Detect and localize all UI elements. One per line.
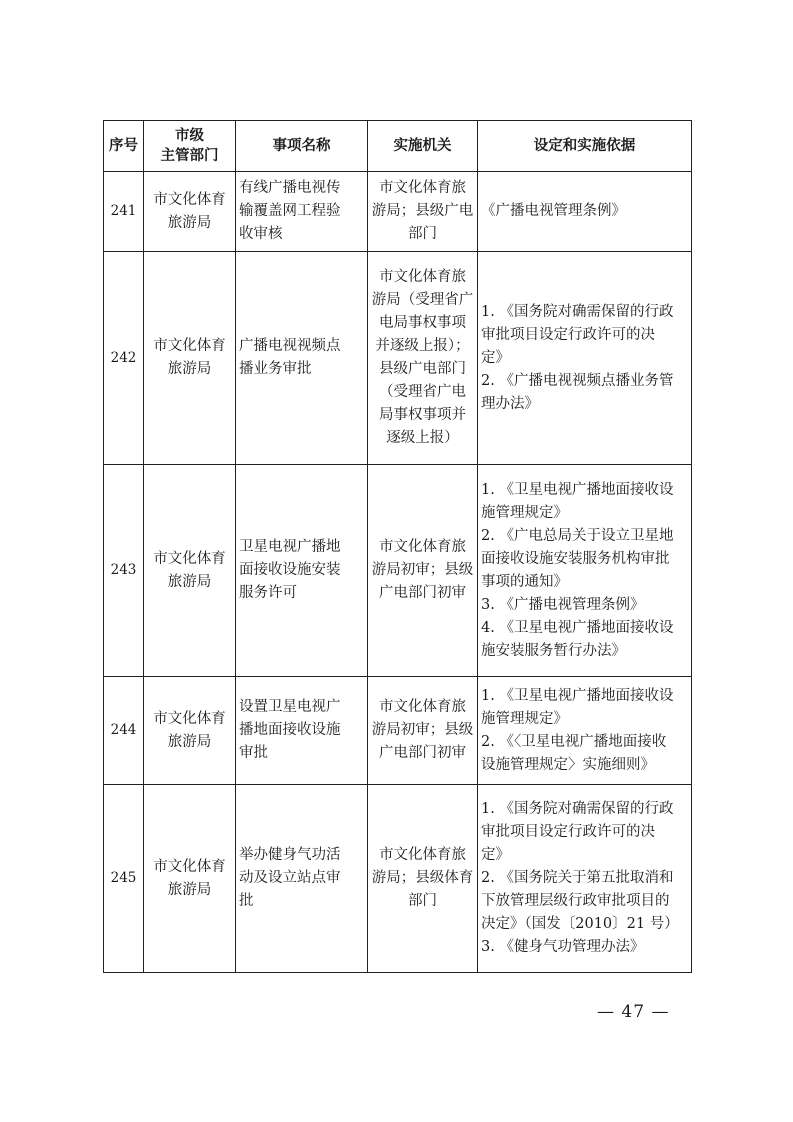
cell-legal-basis-line: 事项的通知》 (481, 573, 568, 590)
cell-department-line: 市文化体育 (153, 550, 226, 567)
cell-implementing-agency-line: 市文化体育旅 (379, 847, 466, 863)
cell-department-line: 旅游局 (167, 361, 212, 377)
cell-legal-basis-line: 1. 《卫星电视广播地面接收设 (481, 481, 674, 498)
cell-item-name-line: 服务许可 (239, 585, 297, 601)
cell-department (144, 465, 236, 677)
header-department (144, 121, 236, 172)
table-body (104, 172, 692, 973)
cell-legal-basis (478, 785, 692, 973)
cell-implementing-agency-line: 部门 (408, 226, 437, 242)
cell-implementing-agency-line: 游局（受理省广 (371, 292, 474, 308)
cell-item-name-line: 卫星电视广播地 (239, 539, 341, 555)
cell-department (144, 172, 236, 252)
cell-department-line: 旅游局 (167, 214, 212, 231)
cell-legal-basis-line: 3. 《广播电视管理条例》 (481, 596, 645, 613)
table-row (104, 172, 692, 252)
page-number: — 47 — (597, 1002, 670, 1022)
table-row (104, 465, 692, 677)
cell-legal-basis-line: 下放管理层级行政审批项目的 (481, 893, 670, 909)
header-department-line1: 市级 (175, 128, 204, 144)
cell-legal-basis-line: 1. 《卫星电视广播地面接收设 (481, 687, 674, 704)
cell-implementing-agency-line: 广电部门初审 (379, 745, 466, 761)
cell-implementing-agency-line: 游局初审；县级 (371, 722, 474, 738)
header-implementing-agency: 实施机关 (368, 121, 478, 172)
cell-item-name-line: 收审核 (239, 226, 283, 242)
cell-legal-basis-line: 审批项目设定行政许可的决 (481, 824, 655, 840)
cell-legal-basis-line: 1. 《国务院对确需保留的行政 (481, 801, 674, 817)
cell-legal-basis-line: 2. 《国务院关于第五批取消和 (481, 870, 674, 886)
cell-department-line: 市文化体育 (153, 858, 226, 875)
cell-item-name-line: 批 (239, 893, 254, 909)
cell-legal-basis-line: 决定》（国发〔2010〕21 号） (481, 916, 679, 932)
cell-item-name-line: 播业务审批 (239, 361, 312, 377)
cell-implementing-agency-line: 市文化体育旅 (379, 539, 466, 555)
cell-legal-basis (478, 677, 692, 785)
cell-legal-basis (478, 172, 692, 252)
table-row (104, 677, 692, 785)
cell-item-name-line: 广播电视视频点 (239, 338, 341, 354)
cell-item-name-line: 举办健身气功活 (239, 847, 341, 863)
cell-department-line: 市文化体育 (153, 191, 226, 208)
cell-implementing-agency (368, 465, 478, 677)
cell-legal-basis-line: 《广播电视管理条例》 (481, 203, 626, 219)
cell-implementing-agency-line: 游局；县级广电 (371, 203, 474, 219)
cell-serial-number: 245 (104, 785, 144, 973)
cell-legal-basis-line: 面接收设施安装服务机构审批 (481, 550, 670, 567)
cell-department-line: 市文化体育 (153, 710, 226, 727)
cell-implementing-agency-line: 电局事权事项 (379, 315, 466, 331)
cell-implementing-agency-line: 广电部门初审 (379, 585, 466, 601)
cell-legal-basis-line: 2. 《广电总局关于设立卫星地 (481, 527, 674, 544)
header-legal-basis: 设定和实施依据 (478, 121, 692, 172)
cell-implementing-agency (368, 785, 478, 973)
cell-item-name (236, 785, 368, 973)
cell-implementing-agency (368, 252, 478, 465)
cell-legal-basis-line: 2. 《广播电视视频点播业务管 (481, 372, 674, 389)
cell-legal-basis-line: 2. 《〈卫星电视广播地面接收 (481, 733, 667, 750)
cell-implementing-agency-line: 市文化体育旅 (379, 699, 466, 715)
header-item-name: 事项名称 (236, 121, 368, 172)
cell-department (144, 677, 236, 785)
cell-legal-basis-line: 理办法》 (481, 395, 539, 412)
cell-legal-basis-line: 施管理规定》 (481, 504, 568, 521)
cell-legal-basis-line: 3. 《健身气功管理办法》 (481, 939, 645, 955)
cell-item-name-line: 动及设立站点审 (239, 870, 341, 886)
cell-item-name (236, 252, 368, 465)
cell-implementing-agency-line: （受理省广电 (379, 384, 466, 400)
cell-item-name-line: 设置卫星电视广 (239, 699, 341, 715)
cell-serial-number: 242 (104, 252, 144, 465)
cell-implementing-agency-line: 游局初审；县级 (371, 562, 474, 578)
cell-legal-basis-line: 1. 《国务院对确需保留的行政 (481, 303, 674, 320)
cell-implementing-agency (368, 172, 478, 252)
cell-implementing-agency-line: 并逐级上报）； (375, 338, 470, 354)
cell-implementing-agency-line: 局事权事项并 (379, 407, 466, 423)
cell-item-name-line: 有线广播电视传 (239, 180, 341, 196)
cell-item-name-line: 播地面接收设施 (239, 722, 341, 738)
cell-implementing-agency-line: 部门 (408, 893, 437, 909)
cell-implementing-agency-line: 市文化体育旅 (379, 180, 466, 196)
cell-legal-basis-line: 施管理规定》 (481, 710, 568, 727)
header-serial-number: 序号 (104, 121, 144, 172)
cell-department (144, 252, 236, 465)
cell-implementing-agency-line: 游局；县级体育 (371, 870, 474, 886)
table-row (104, 252, 692, 465)
cell-department-line: 旅游局 (167, 881, 212, 898)
cell-legal-basis-line: 4. 《卫星电视广播地面接收设 (481, 619, 674, 636)
cell-implementing-agency-line: 逐级上报） (386, 430, 459, 446)
cell-legal-basis-line: 施安装服务暂行办法》 (481, 642, 626, 659)
cell-legal-basis-line: 审批项目设定行政许可的决 (481, 326, 655, 343)
cell-item-name-line: 面接收设施安装 (239, 562, 341, 578)
cell-serial-number: 243 (104, 465, 144, 677)
cell-item-name-line: 审批 (239, 745, 268, 761)
cell-serial-number: 244 (104, 677, 144, 785)
cell-implementing-agency-line: 县级广电部门 (379, 361, 466, 377)
cell-item-name (236, 677, 368, 785)
cell-department-line: 旅游局 (167, 733, 212, 750)
cell-legal-basis (478, 252, 692, 465)
cell-item-name (236, 465, 368, 677)
cell-legal-basis-line: 定》 (481, 349, 510, 366)
cell-legal-basis (478, 465, 692, 677)
cell-department-line: 旅游局 (167, 573, 212, 590)
table-header-row (104, 121, 692, 172)
header-department-line2: 主管部门 (160, 148, 219, 164)
cell-implementing-agency (368, 677, 478, 785)
cell-serial-number: 241 (104, 172, 144, 252)
cell-department (144, 785, 236, 973)
cell-legal-basis-line: 定》 (481, 847, 510, 863)
cell-item-name (236, 172, 368, 252)
cell-legal-basis-line: 设施管理规定〉实施细则》 (481, 756, 655, 773)
cell-department-line: 市文化体育 (153, 338, 226, 354)
cell-item-name-line: 输覆盖网工程验 (239, 203, 341, 219)
approval-items-table (103, 120, 692, 973)
table-row (104, 785, 692, 973)
cell-implementing-agency-line: 市文化体育旅 (379, 269, 466, 285)
